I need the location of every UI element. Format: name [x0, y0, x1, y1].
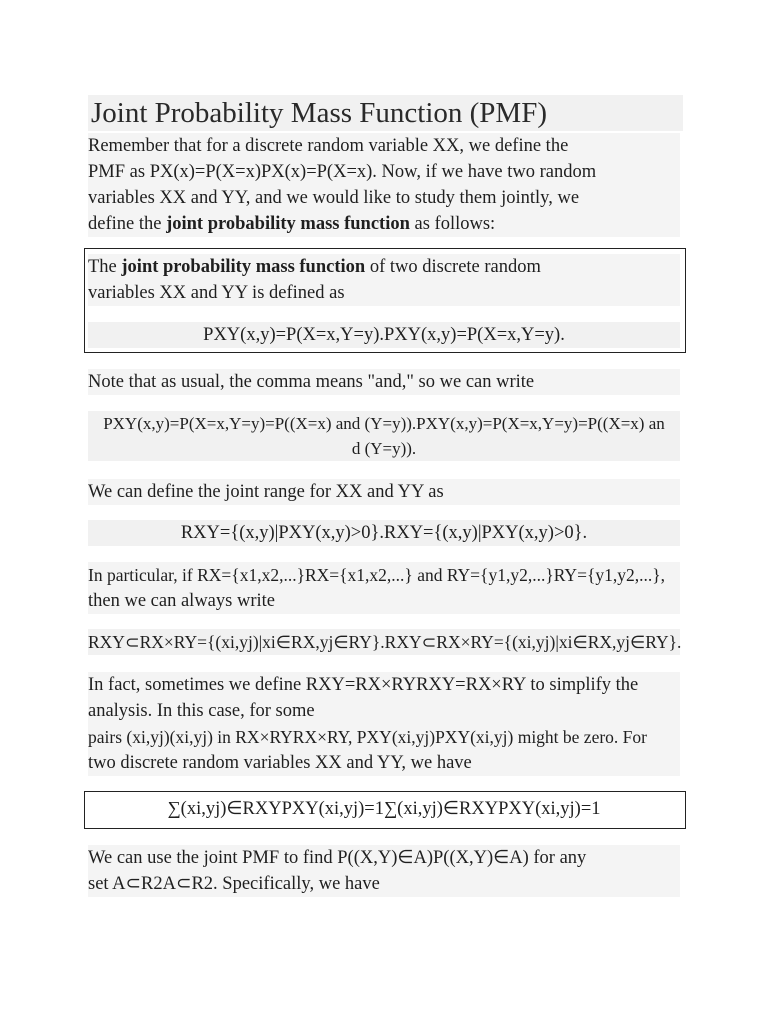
- range-intro-paragraph: [88, 479, 680, 505]
- note-formula-line-1: PXY(x,y)=P(X=x,Y=y)=P((X=x) and (Y=y)).PXY(x,y)=P(X=x,Y=y)=P((X=x) an: [103, 414, 665, 433]
- intro-paragraph: [88, 133, 680, 237]
- definition-term-bold: joint probability mass function: [121, 257, 366, 277]
- intro-line-4: [88, 211, 680, 237]
- definition-line-2: variables XX and YY is defined as: [88, 283, 345, 303]
- particular-line-1: In particular, if RX={x1,x2,...}RX={x1,x2,...} and RY={y1,y2,...}RY={y1,y2,...},: [88, 565, 665, 585]
- fact-line-3: pairs (xi,yj)(xi,yj) in RX×RYRX×RY, PXY(xi,yj)PXY(xi,yj) might be zero. For: [88, 727, 647, 747]
- definition-line-1-pre: The: [88, 257, 122, 277]
- range-formula: RXY={(x,y)|PXY(x,y)>0}.RXY={(x,y)|PXY(x,y)>0}.: [88, 520, 680, 546]
- intro-line-4-pre: define the: [88, 214, 167, 234]
- definition-formula: PXY(x,y)=P(X=x,Y=y).PXY(x,y)=P(X=x,Y=y).: [88, 322, 680, 348]
- fact-line-4: two discrete random variables XX and YY, we have: [88, 753, 472, 773]
- fact-line-2: analysis. In this case, for some: [88, 701, 315, 721]
- particular-line-2: then we can always write: [88, 591, 275, 611]
- section-title: Joint Probability Mass Function (PMF): [88, 95, 683, 131]
- note-formula: [88, 411, 680, 461]
- particular-paragraph: [88, 562, 680, 614]
- note-line: Note that as usual, the comma means "and," so we can write: [88, 372, 535, 392]
- closing-line-1: We can use the joint PMF to find P((X,Y)∈A)P((X,Y)∈A) for any: [88, 848, 587, 868]
- fact-paragraph: [88, 672, 680, 776]
- fact-line-1: In fact, sometimes we define RXY=RX×RYRXY=RX×RY to simplify the: [88, 675, 639, 695]
- definition-line-1: [88, 254, 680, 280]
- closing-paragraph: [88, 845, 680, 897]
- sum-formula: ∑(xi,yj)∈RXYPXY(xi,yj)=1∑(xi,yj)∈RXYPXY(xi,yj)=1: [90, 796, 678, 822]
- subset-formula: RXY⊂RX×RY={(xi,yj)|xi∈RX,yj∈RY}.RXY⊂RX×RY={(xi,yj)|xi∈RX,yj∈RY}.: [88, 629, 680, 655]
- intro-line-1: Remember that for a discrete random variable XX, we define the: [88, 136, 569, 156]
- intro-line-3: variables XX and YY, and we would like to study them jointly, we: [88, 188, 580, 208]
- intro-line-2: PMF as PX(x)=P(X=x)PX(x)=P(X=x). Now, if we have two random: [88, 162, 597, 182]
- note-formula-line-2: d (Y=y)).: [351, 439, 417, 458]
- definition-line-1-post: of two discrete random: [365, 257, 541, 277]
- definition-text: [88, 254, 680, 306]
- intro-line-4-post: as follows:: [409, 214, 496, 234]
- closing-line-2: set A⊂R2A⊂R2. Specifically, we have: [88, 874, 380, 894]
- range-intro-line: We can define the joint range for XX and YY as: [88, 482, 444, 502]
- note-paragraph: [88, 369, 680, 395]
- intro-term-bold: joint probability mass function: [166, 214, 410, 234]
